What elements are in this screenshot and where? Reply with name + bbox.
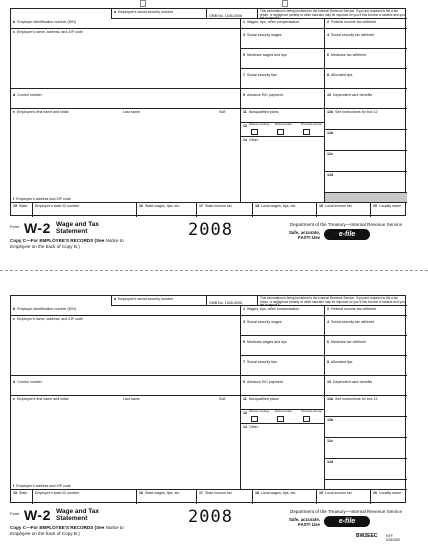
box-5-medicare-wages[interactable]: 5 Medicare wages and tips [241,336,325,356]
box-12c[interactable]: 12c [325,438,407,459]
box-16-state-wages[interactable]: 16 State wages, tips, etc. [137,203,197,217]
box-11-nonqualified[interactable]: 11 Nonqualified plans [241,396,325,410]
box-18-local-wages[interactable]: 18 Local wages, tips, etc. [253,203,317,217]
box-20-locality[interactable]: 20 Locality name [373,204,402,208]
box-17-state-tax[interactable]: 17 State income tax [197,203,253,217]
box-12a[interactable]: 12a See instructions for box 12 [325,109,407,130]
blank-area [325,480,407,490]
box-15-state-id[interactable]: Employer's state ID number [33,490,137,504]
copy-c-note: Copy C—For EMPLOYEE'S RECORDS (See Notice to Employee on the back of Copy B.) [10,525,124,536]
box-f-employee-address[interactable]: f Employee's address and ZIP code [11,196,241,203]
w2-form-bottom [10,295,406,503]
box-17-state-tax[interactable]: 17 State income tax [197,490,253,504]
irs-department: Department of the Treasury—Internal Revenue Service [289,222,402,227]
box-16-state-wages[interactable]: 16 State wages, tips, etc. [137,490,197,504]
box-10-dependent-care[interactable]: 10 Dependent care benefits [325,376,407,396]
box-12d[interactable]: 12d [325,172,407,193]
registration-mark-left [140,0,146,7]
box-15-state-id[interactable]: Employer's state ID number [33,203,137,217]
box-13-checkboxes: 13 Statutory employee Retirement plan Third-party sick pay [241,410,325,424]
third-party-sick-pay-checkbox[interactable] [303,129,310,135]
form-w2-title: W-2 [24,507,51,523]
efile-logo: e-file [324,229,370,240]
box-4-ss-tax[interactable]: 4 Social security tax withheld [325,316,407,336]
box-15-state[interactable]: 15 State [11,203,33,217]
box-6-medicare-tax[interactable]: 6 Medicare tax withheld [325,49,407,69]
box-8-allocated-tips[interactable]: 8 Allocated tips [325,356,407,376]
form-w2-title: W-2 [24,220,51,236]
third-party-sick-pay-checkbox[interactable] [303,416,310,422]
box-11-nonqualified[interactable]: 11 Nonqualified plans [241,109,325,123]
box-20-locality[interactable]: 20 Locality name [373,491,402,495]
box-d-control[interactable]: d Control number [11,89,241,109]
tax-year: 2008 [188,507,233,527]
box-e-employee-name[interactable]: e Employee's first name and initial Last name Suff. [11,109,241,199]
box-2-federal-tax[interactable]: 2 Federal income tax withheld [325,19,407,29]
box-14-other[interactable]: 14 Other [241,424,325,490]
box-12d[interactable]: 12d [325,459,407,480]
irs-department: Department of the Treasury—Internal Revenue Service [289,509,402,514]
box-2-federal-tax[interactable]: 2 Federal income tax withheld [325,306,407,316]
omb-number: OMB No. 1545-0008 [207,9,257,19]
efile-logo: e-file [324,516,370,527]
box-a-ssn[interactable]: a Employee's social security number [111,9,207,19]
box-f-employee-address[interactable]: f Employee's address and ZIP code [11,483,241,490]
box-18-local-wages[interactable]: 18 Local wages, tips, etc. [253,490,317,504]
shaded-area [325,193,407,203]
copy-c-note: Copy C—For EMPLOYEE'S RECORDS (See Notice to Employee on the back of Copy B.) [10,238,124,249]
form-label: Form [10,224,20,229]
efile-tagline: Safe, accurate, FAST! Use [289,230,320,240]
box-9-advance-eic[interactable]: 9 Advance EIC payment [241,376,325,396]
box-7-ss-tips[interactable]: 7 Social security tips [241,69,325,89]
box-6-medicare-tax[interactable]: 6 Medicare tax withheld [325,336,407,356]
form-label: Form [10,511,20,516]
registration-mark-right [282,0,288,7]
ntf-code: NTF 0281050 [386,534,400,542]
w2-footer-top [10,220,406,254]
box-12c[interactable]: 12c [325,151,407,172]
box-b-ein[interactable]: b Employer identification number (EIN) [11,19,241,29]
box-9-advance-eic[interactable]: 9 Advance EIC payment [241,89,325,109]
box-5-medicare-wages[interactable]: 5 Medicare wages and tips [241,49,325,69]
box-a-ssn[interactable]: a Employee's social security number [111,296,207,306]
box-b-ein[interactable]: b Employer identification number (EIN) [11,306,241,316]
w2-form-top [10,8,406,216]
box-d-control[interactable]: d Control number [11,376,241,396]
retirement-plan-checkbox[interactable] [277,129,284,135]
box-12a[interactable]: 12a See instructions for box 12 [325,396,407,417]
statutory-employee-checkbox[interactable] [251,416,258,422]
efile-tagline: Safe, accurate, FAST! Use [289,517,320,527]
box-c-employer-name[interactable]: c Employer's name, address, and ZIP code [11,29,241,89]
box-c-employer-name[interactable]: c Employer's name, address, and ZIP code [11,316,241,376]
w2-footer-bottom [10,507,406,552]
form-subtitle: Wage and Tax Statement [56,221,99,235]
box-12b[interactable]: 12b [325,417,407,438]
box-19-local-tax[interactable]: 19 Local income tax [317,203,371,217]
box-15-state[interactable]: 15 State [11,490,33,504]
irs-notice: This information is being furnished to the Internal Revenue Service. If you are required to file a tax return, a negligence penalty or other sanction may be imposed on you if this income is taxable and you fail to report it. [257,296,407,306]
retirement-plan-checkbox[interactable] [277,416,284,422]
statutory-employee-checkbox[interactable] [251,129,258,135]
box-12b[interactable]: 12b [325,130,407,151]
box-14-other[interactable]: 14 Other [241,137,325,203]
box-1-wages[interactable]: 1 Wages, tips, other compensation [241,19,325,29]
tax-year: 2008 [188,220,233,240]
irs-notice: This information is being furnished to the Internal Revenue Service. If you are required to file a tax return, a negligence penalty or other sanction may be imposed on you if this income is taxable and you fail to report it. [257,9,407,19]
omb-number: OMB No. 1545-0008 [207,296,257,306]
cut-line [0,270,428,271]
box-1-wages[interactable]: 1 Wages, tips, other compensation [241,306,325,316]
box-4-ss-tax[interactable]: 4 Social security tax withheld [325,29,407,49]
box-19-local-tax[interactable]: 19 Local income tax [317,490,371,504]
form-subtitle: Wage and Tax Statement [56,508,99,522]
form-code: BW2EEC [356,533,378,539]
box-10-dependent-care[interactable]: 10 Dependent care benefits [325,89,407,109]
box-8-allocated-tips[interactable]: 8 Allocated tips [325,69,407,89]
box-3-ss-wages[interactable]: 3 Social security wages [241,29,325,49]
box-3-ss-wages[interactable]: 3 Social security wages [241,316,325,336]
box-13-checkboxes: 13 Statutory employee Retirement plan Third-party sick pay [241,123,325,137]
box-7-ss-tips[interactable]: 7 Social security tips [241,356,325,376]
box-e-employee-name[interactable]: e Employee's first name and initial Last name Suff. [11,396,241,486]
